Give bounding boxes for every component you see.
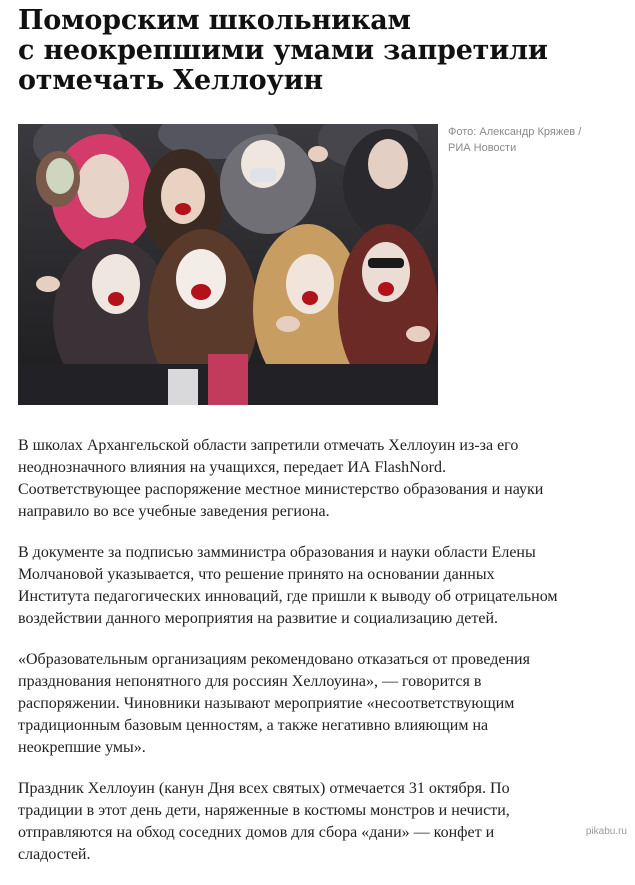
text-line: «Образовательным организациям рекомендовано отказаться от проведения (18, 651, 530, 668)
text-line: направило во все учебные заведения региона. (18, 503, 330, 520)
headline-line: Поморским школьникам (18, 5, 411, 36)
zombie-crowd-image (18, 124, 438, 405)
text-line: Молчановой указывается, что решение принято на основании данных (18, 566, 495, 583)
article-body (18, 435, 623, 885)
text-line: сладостей. (18, 846, 91, 863)
text-line: воздействии данного мероприятия на развитие и социализацию детей. (18, 610, 499, 627)
article-paragraph (18, 435, 623, 523)
article-photo (18, 124, 438, 405)
caption-line: РИА Новости (448, 142, 517, 154)
headline-line: с неокрепшими умами запретили (18, 35, 548, 66)
text-line: В документе за подписью замминистра образования и науки области Елены (18, 544, 536, 561)
headline-line: отмечать Хеллоуин (18, 65, 323, 96)
headline (18, 6, 618, 96)
site-watermark: pikabu.ru (585, 826, 627, 837)
caption-line: Фото: Александр Кряжев / (448, 126, 582, 138)
article-paragraph (18, 649, 623, 759)
photo-caption (448, 124, 618, 156)
text-line: отправляются на обход соседних домов для сбора «дани» — конфет и (18, 824, 495, 841)
article-paragraph (18, 778, 623, 866)
text-line: традиции в этот день дети, наряженные в костюмы монстров и нечисти, (18, 802, 510, 819)
text-line: В школах Архангельской области запретили отмечать Хеллоуин из-за его (18, 437, 519, 454)
text-line: Института педагогических инноваций, где пришли к выводу об отрицательном (18, 588, 558, 605)
text-line: Праздник Хеллоуин (канун Дня всех святых) отмечается 31 октября. По (18, 780, 510, 797)
text-line: неоднозначного влияния на учащихся, передает ИА FlashNord. (18, 459, 447, 476)
article-paragraph (18, 542, 623, 630)
text-line: празднования непонятного для россиян Хеллоуина», — говорится в (18, 673, 482, 690)
text-line: традиционным базовым ценностям, а также негативно влияющим на (18, 717, 489, 734)
text-line: Соответствующее распоряжение местное министерство образования и науки (18, 481, 544, 498)
text-line: распоряжении. Чиновники называют мероприятие «несоответствующим (18, 695, 515, 712)
text-line: неокрепшие умы». (18, 739, 146, 756)
